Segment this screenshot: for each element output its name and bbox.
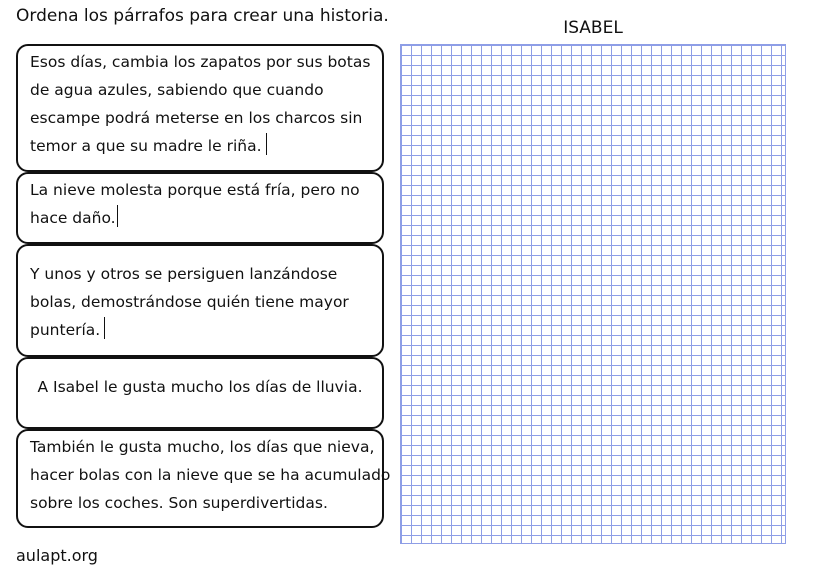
card-4-line-1: A Isabel le gusta mucho los días de lluvia. [37, 378, 363, 396]
card-5-line-2: hacer bolas con la nieve que se ha acumulado [30, 466, 391, 484]
footer-site-text: aulapt.org [16, 546, 98, 565]
instruction-text: Ordena los párrafos para crear una historia. [16, 6, 389, 26]
card-3-line-1: Y unos y otros se persiguen lanzándose [30, 265, 338, 283]
card-1-line-3: escampe podrá meterse en los charcos sin [30, 109, 363, 127]
card-3-line-2: bolas, demostrándose quién tiene mayor [30, 293, 349, 311]
paragraph-card-3[interactable] [16, 244, 384, 357]
grid-title: ISABEL [563, 18, 623, 38]
text-cursor [104, 317, 105, 339]
card-5-line-1: También le gusta mucho, los días que nieva, [30, 438, 375, 456]
writing-grid[interactable] [400, 44, 786, 544]
paragraph-card-1[interactable] [16, 44, 384, 172]
card-1-line-1: Esos días, cambia los zapatos por sus botas [30, 53, 371, 71]
text-cursor [266, 133, 267, 155]
paragraph-card-5[interactable] [16, 429, 391, 528]
card-1-line-2: de agua azules, sabiendo que cuando [30, 81, 324, 99]
card-1-line-4: temor a que su madre le riña. [30, 137, 262, 155]
card-5-line-3: sobre los coches. Son superdivertidas. [30, 494, 328, 512]
card-3-line-3: puntería. [30, 321, 101, 339]
card-2-line-1: La nieve molesta porque está fría, pero no [30, 181, 360, 199]
paragraph-card-4[interactable] [16, 357, 384, 429]
paragraph-card-2[interactable] [16, 172, 384, 244]
card-2-line-2: hace daño. [30, 209, 116, 227]
text-cursor [117, 205, 118, 227]
